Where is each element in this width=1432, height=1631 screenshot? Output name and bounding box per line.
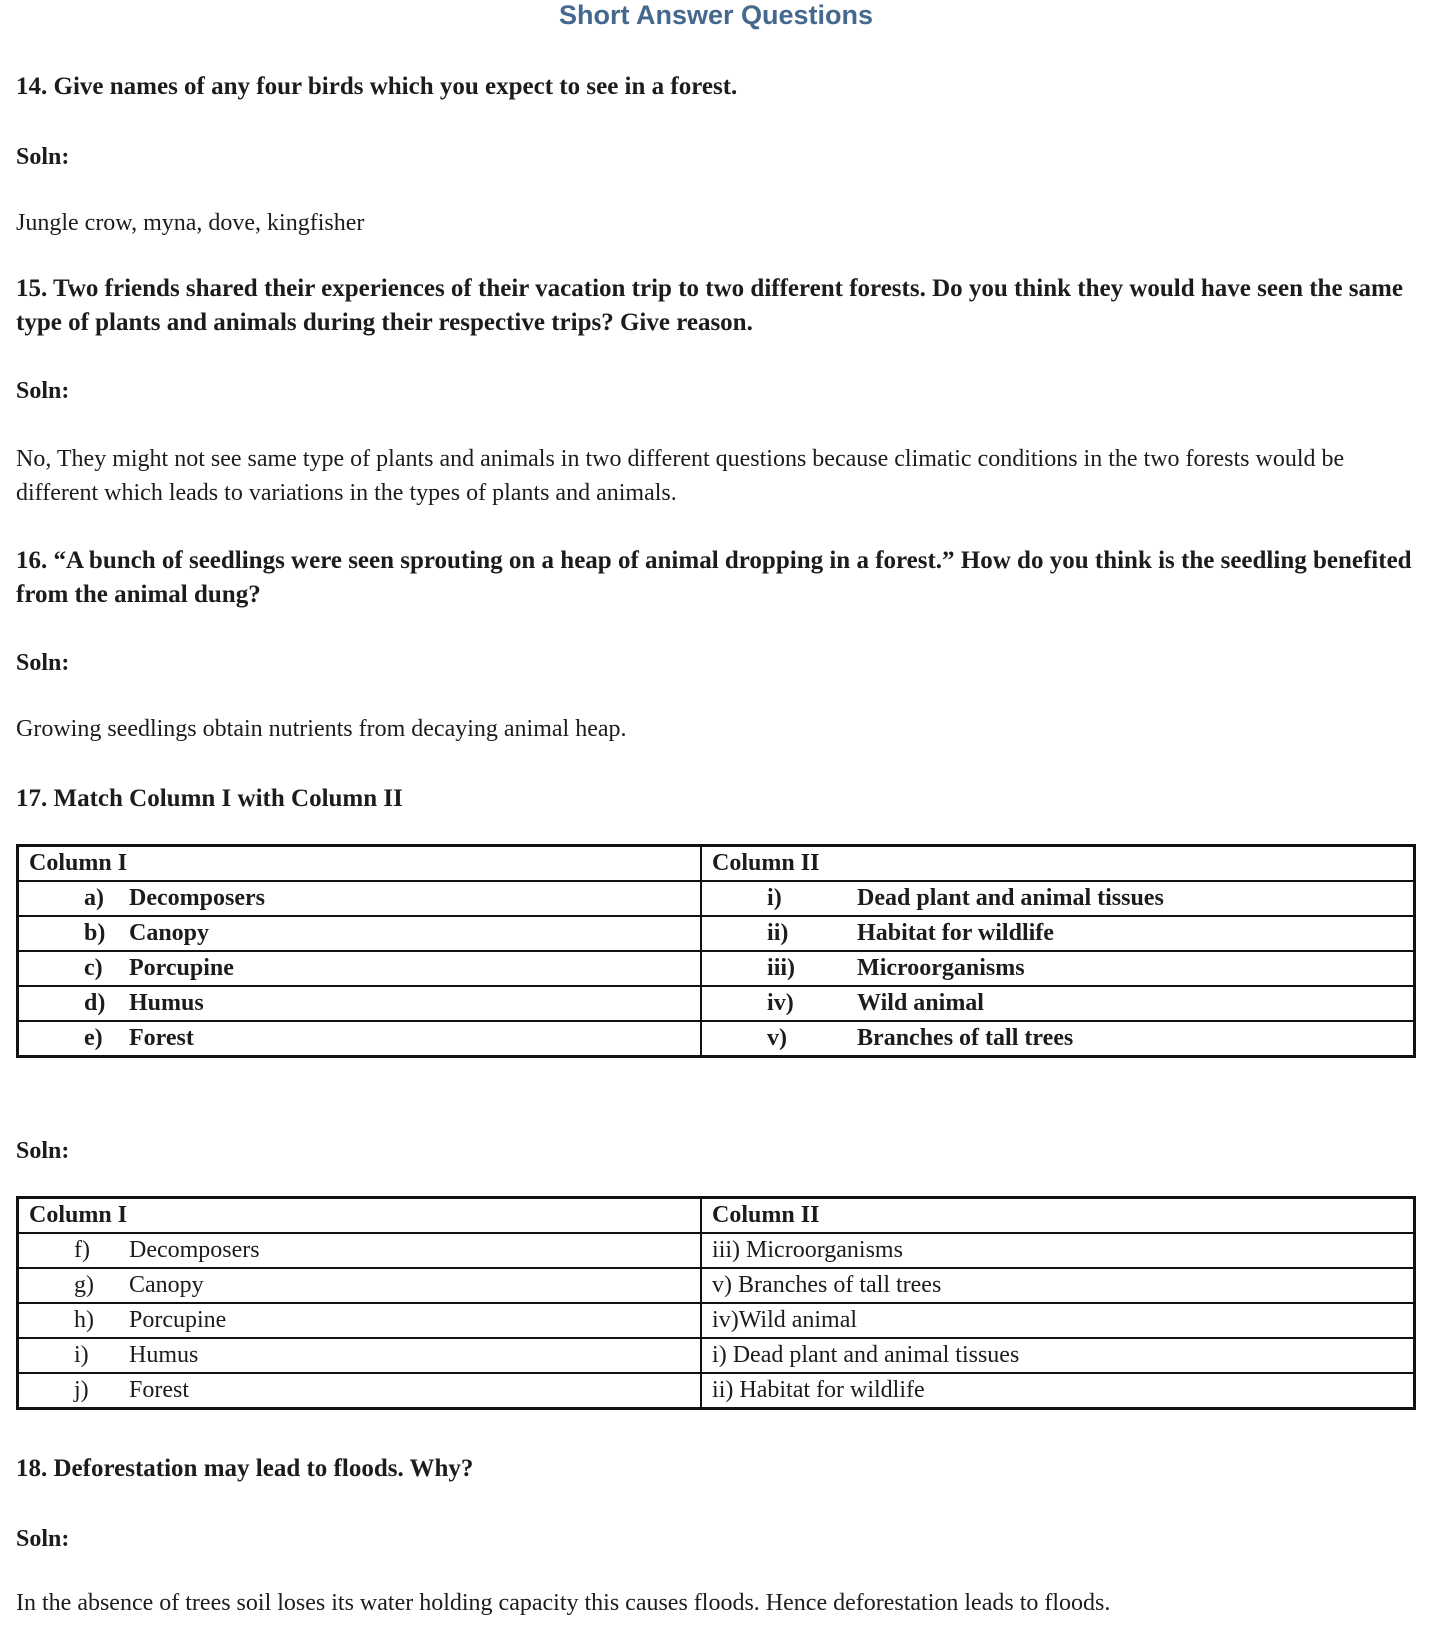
table-row (19, 1372, 1413, 1407)
row-match-value: iii) Microorganisms (712, 1237, 903, 1263)
page-title: Short Answer Questions (558, 0, 874, 30)
row-value: Porcupine (129, 1307, 227, 1333)
table-row (19, 915, 1413, 950)
column1-header (19, 1199, 702, 1232)
question-15: 15. Two friends shared their experiences of their vacation trip to two different forests. Do you think they would have seen the same type of plants and animals during their respective trips? Give reason. (16, 275, 1403, 336)
question-16: 16. “A bunch of seedlings were seen sprouting on a heap of animal dropping in a forest.” How do you think is the seedling benefited from the animal dung? (16, 547, 1412, 608)
row-key: ii) (767, 920, 789, 946)
table-row (19, 985, 1413, 1020)
row-key: iii) (767, 955, 796, 981)
question-14: 14. Give names of any four birds which you expect to see in a forest. (16, 73, 738, 100)
column2-header (702, 847, 1413, 880)
table-row (19, 1232, 1413, 1267)
answer-15: No, They might not see same type of plants and animals in two different questions because climatic conditions in the two forests would be different which leads to variations in the types of plants and animals. (16, 446, 1345, 506)
row-value: Habitat for wildlife (857, 920, 1054, 946)
soln-label-16: Soln: (16, 650, 70, 676)
row-value: Porcupine (129, 955, 234, 981)
column1-header-label: Column I (29, 1202, 128, 1228)
table-row (19, 1302, 1413, 1337)
row-value: Humus (129, 1342, 199, 1368)
answer-14: Jungle crow, myna, dove, kingfisher (16, 210, 365, 236)
table-header-row (19, 847, 1413, 880)
row-key: h) (74, 1307, 94, 1333)
question-17: 17. Match Column I with Column II (16, 785, 403, 812)
answer-16: Growing seedlings obtain nutrients from decaying animal heap. (16, 716, 627, 742)
row-key: d) (84, 990, 106, 1016)
row-key: i) (74, 1342, 89, 1368)
row-value: Branches of tall trees (857, 1025, 1074, 1051)
table-header-row (19, 1199, 1413, 1232)
row-key: i) (767, 885, 782, 911)
column1-header (19, 847, 702, 880)
row-key: g) (74, 1272, 94, 1298)
column2-header (702, 1199, 1413, 1232)
table-row (19, 880, 1413, 915)
row-key: c) (84, 955, 103, 981)
row-key: f) (74, 1237, 90, 1263)
column1-header-label: Column I (29, 850, 128, 876)
row-value: Decomposers (129, 885, 265, 911)
row-value: Decomposers (129, 1237, 260, 1263)
table-row (19, 1337, 1413, 1372)
row-value: Wild animal (857, 990, 984, 1016)
table-row (19, 1267, 1413, 1302)
soln-label-17: Soln: (16, 1138, 70, 1164)
row-value: Forest (129, 1377, 189, 1403)
row-match-value: i) Dead plant and animal tissues (712, 1342, 1020, 1368)
row-value: Canopy (129, 1272, 204, 1298)
column2-header-label: Column II (712, 1202, 820, 1228)
soln-label-15: Soln: (16, 378, 70, 404)
row-value: Dead plant and animal tissues (857, 885, 1164, 911)
table-row (19, 1020, 1413, 1055)
row-value: Microorganisms (857, 955, 1025, 981)
row-key: v) (767, 1025, 788, 1051)
row-value: Forest (129, 1025, 194, 1051)
match-table-question (16, 844, 1416, 1058)
soln-label-18: Soln: (16, 1526, 70, 1552)
row-value: Humus (129, 990, 204, 1016)
answer-18: In the absence of trees soil loses its water holding capacity this causes floods. Hence deforestation leads to floods. (16, 1590, 1111, 1616)
row-key: iv) (767, 990, 794, 1016)
row-key: b) (84, 920, 106, 946)
row-match-value: v) Branches of tall trees (712, 1272, 942, 1298)
row-match-value: iv)Wild animal (712, 1307, 858, 1333)
row-key: e) (84, 1025, 103, 1051)
question-18: 18. Deforestation may lead to floods. Why? (16, 1455, 474, 1482)
match-table-solution (16, 1196, 1416, 1410)
row-match-value: ii) Habitat for wildlife (712, 1377, 925, 1403)
table-row (19, 950, 1413, 985)
row-key: j) (74, 1377, 89, 1403)
row-key: a) (84, 885, 104, 911)
row-value: Canopy (129, 920, 210, 946)
soln-label-14: Soln: (16, 144, 70, 170)
column2-header-label: Column II (712, 850, 820, 876)
